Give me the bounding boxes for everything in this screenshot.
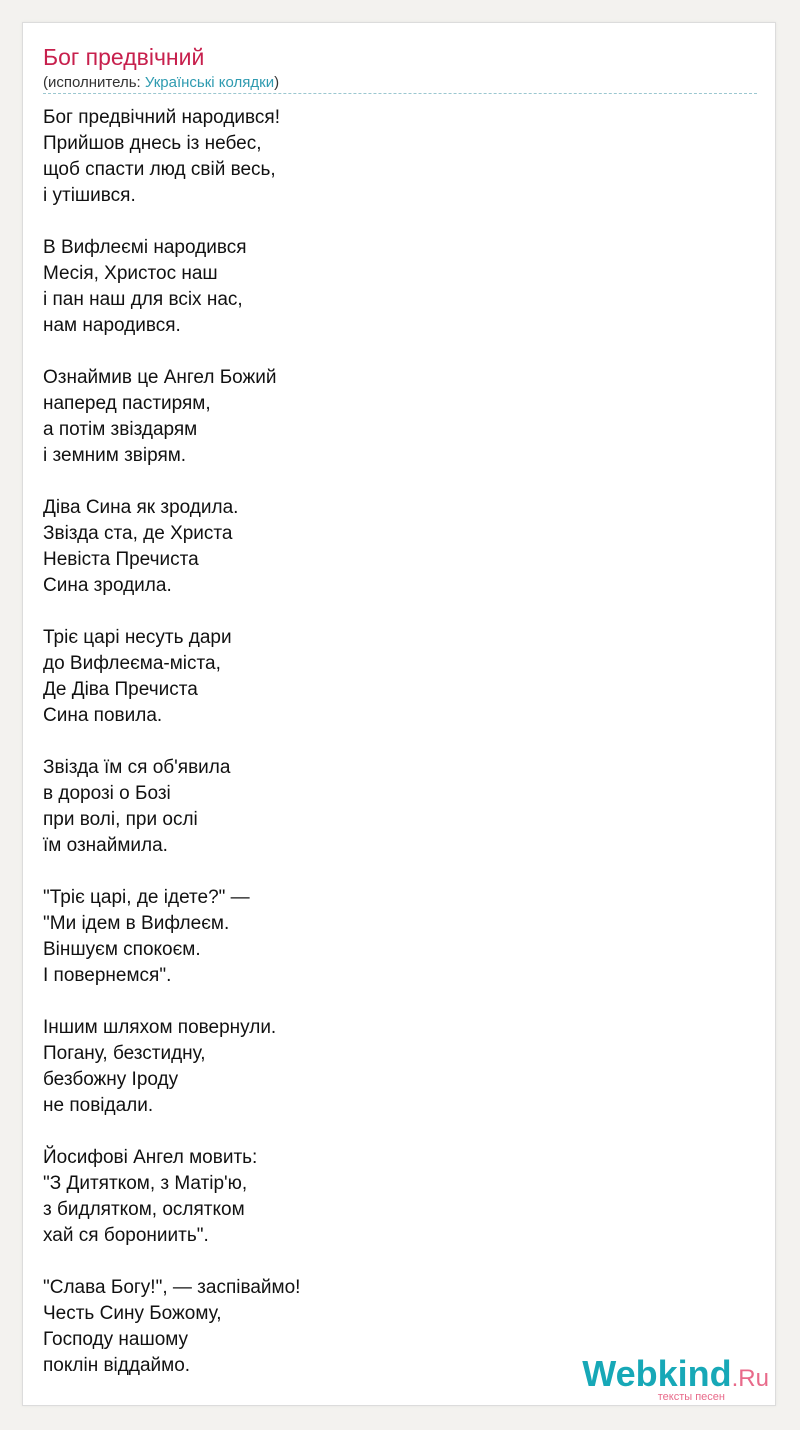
lyrics-line: Де Діва Пречиста [43,679,198,700]
lyrics-line: і утішився. [43,185,136,206]
lyrics-line: "Тріє царі, де ідете?" — [43,887,250,908]
lyrics-line: до Вифлеєма-міста, [43,653,221,674]
lyrics-line: Йосифові Ангел мовить: [43,1147,258,1168]
lyrics-stanza [43,885,300,989]
site-logo[interactable] [569,1355,769,1403]
song-title: Бог предвічний [43,44,205,70]
lyrics-line: поклін віддаймо. [43,1355,191,1376]
lyrics-stanza [43,755,300,859]
lyrics-body [43,105,300,1405]
lyrics-line: щоб спасти люд свій весь, [43,159,276,180]
title-divider [43,93,757,94]
lyrics-line: Погану, безстидну, [43,1043,206,1064]
lyrics-line: Діва Сина як зродила. [43,497,239,518]
lyrics-line: Сина зродила. [43,575,172,596]
lyrics-line: "Слава Богу!", — заспіваймо! [43,1277,301,1298]
lyrics-line: при волі, при ослі [43,809,198,830]
lyrics-line: наперед пастирям, [43,393,211,414]
lyrics-line: Віншуєм спокоєм. [43,939,201,960]
lyrics-stanza [43,1145,300,1249]
performer-link[interactable]: Українські колядки [144,74,275,91]
lyrics-stanza [43,235,300,339]
lyrics-line: Честь Сину Божому, [43,1303,222,1324]
lyrics-line: з бидлятком, ослятком [43,1199,245,1220]
lyrics-line: Ознаймив це Ангел Божий [43,367,277,388]
lyrics-line: Сина повила. [43,705,163,726]
lyrics-stanza [43,495,300,599]
lyrics-stanza [43,105,300,209]
lyrics-line: нам народився. [43,315,181,336]
performer-suffix: ) [274,74,280,91]
lyrics-line: безбожну Іроду [43,1069,179,1090]
logo-main-text: Webkind [582,1353,732,1394]
lyrics-line: В Вифлеємі народився [43,237,247,258]
lyrics-stanza [43,1275,300,1379]
lyrics-line: Господу нашому [43,1329,189,1350]
lyrics-line: Месія, Христос наш [43,263,218,284]
lyrics-line: і пан наш для всіх нас, [43,289,243,310]
lyrics-stanza [43,365,300,469]
lyrics-line: "З Дитятком, з Матір'ю, [43,1173,248,1194]
song-card [22,22,776,1406]
lyrics-line: Звізда їм ся об'явила [43,757,231,778]
logo-tagline: тексты песен [657,1391,725,1403]
lyrics-line: не повідали. [43,1095,154,1116]
lyrics-line: "Ми ідем в Вифлеєм. [43,913,230,934]
lyrics-stanza [43,625,300,729]
lyrics-line: Звізда ста, де Христа [43,523,233,544]
lyrics-line: хай ся борониить". [43,1225,209,1246]
lyrics-stanza [43,1015,300,1119]
lyrics-line: а потім звіздарям [43,419,198,440]
lyrics-line: Іншим шляхом повернули. [43,1017,277,1038]
lyrics-line: І повернемся". [43,965,172,986]
lyrics-line: і земним звірям. [43,445,187,466]
lyrics-line: Невіста Пречиста [43,549,199,570]
lyrics-line: їм ознаймила. [43,835,168,856]
logo-suffix: .Ru [731,1365,769,1392]
lyrics-line: Бог предвічний народився! [43,107,280,128]
performer-line [43,74,279,92]
lyrics-line: Прийшов днесь із небес, [43,133,262,154]
performer-prefix: (исполнитель: [43,74,145,91]
lyrics-line: Тріє царі несуть дари [43,627,232,648]
lyrics-line: в дорозі о Бозі [43,783,171,804]
